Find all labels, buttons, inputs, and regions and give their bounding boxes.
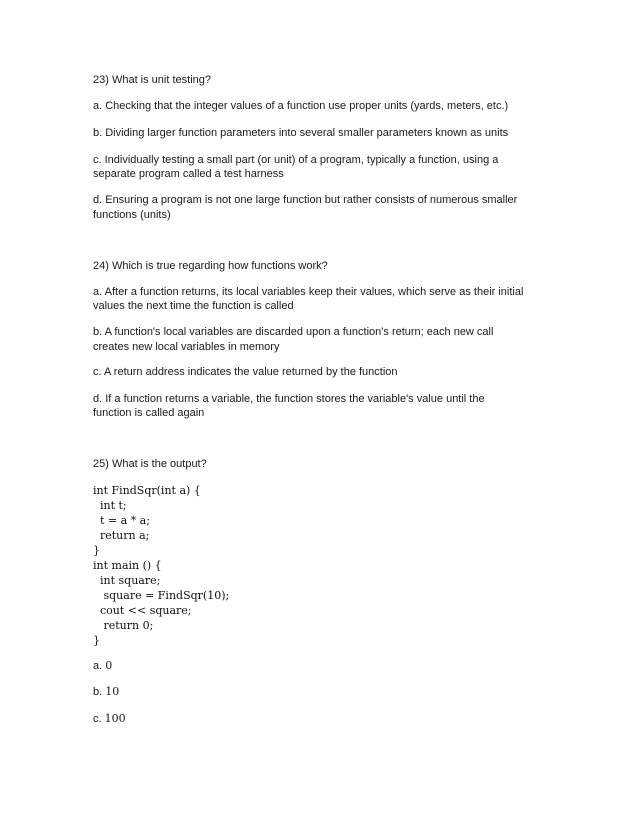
option-label: a. bbox=[93, 660, 106, 672]
option-value: 0 bbox=[105, 659, 113, 672]
code-line: t = a * a; bbox=[93, 514, 150, 527]
q23-option-a: a. Checking that the integer values of a function use proper units (yards, meters, etc.) bbox=[93, 100, 509, 112]
code-line: int t; bbox=[93, 499, 127, 512]
q23-option-c-line1: c. Individually testing a small part (or unit) of a program, typically a function, using a bbox=[93, 154, 499, 166]
q23-option-b: b. Dividing larger function parameters into several smaller parameters known as units bbox=[93, 127, 509, 139]
option-value: 10 bbox=[105, 685, 120, 698]
question-25: 25) What is the output? bbox=[93, 458, 207, 470]
option-value: 100 bbox=[104, 712, 126, 725]
code-line: square = FindSqr(10); bbox=[93, 589, 230, 602]
q24-option-a-line2: values the next time the function is called bbox=[93, 300, 294, 312]
option-label: c. bbox=[93, 713, 105, 725]
q24-option-b-line2: creates new local variables in memory bbox=[93, 341, 280, 353]
q24-option-b-line1: b. A function's local variables are discarded upon a function's return; each new call bbox=[93, 326, 494, 338]
q25-option-c bbox=[93, 711, 553, 727]
code-line: int square; bbox=[93, 574, 161, 587]
code-line: return 0; bbox=[93, 619, 154, 632]
q24-option-a-line1: a. After a function returns, its local variables keep their values, which serve as their initial bbox=[93, 286, 524, 298]
q23-option-c-line2: separate program called a test harness bbox=[93, 168, 284, 180]
code-line: cout << square; bbox=[93, 604, 192, 617]
code-line: return a; bbox=[93, 529, 150, 542]
q23-option-d-line1: d. Ensuring a program is not one large function but rather consists of numerous smaller bbox=[93, 194, 518, 206]
option-label: b. bbox=[93, 686, 106, 698]
code-line: } bbox=[93, 544, 100, 557]
code-line: int main () { bbox=[93, 559, 162, 572]
q23-option-d-line2: functions (units) bbox=[93, 209, 171, 221]
code-line: int FindSqr(int a) { bbox=[93, 484, 201, 497]
question-23: 23) What is unit testing? bbox=[93, 74, 212, 86]
q24-option-d-line1: d. If a function returns a variable, the function stores the variable's value until the bbox=[93, 393, 485, 405]
q24-option-d-line2: function is called again bbox=[93, 407, 205, 419]
q24-option-c: c. A return address indicates the value returned by the function bbox=[93, 366, 398, 378]
question-24: 24) Which is true regarding how functions work? bbox=[93, 260, 328, 272]
q25-option-b bbox=[93, 684, 553, 700]
code-line: } bbox=[93, 634, 100, 647]
q25-option-a bbox=[93, 658, 553, 674]
